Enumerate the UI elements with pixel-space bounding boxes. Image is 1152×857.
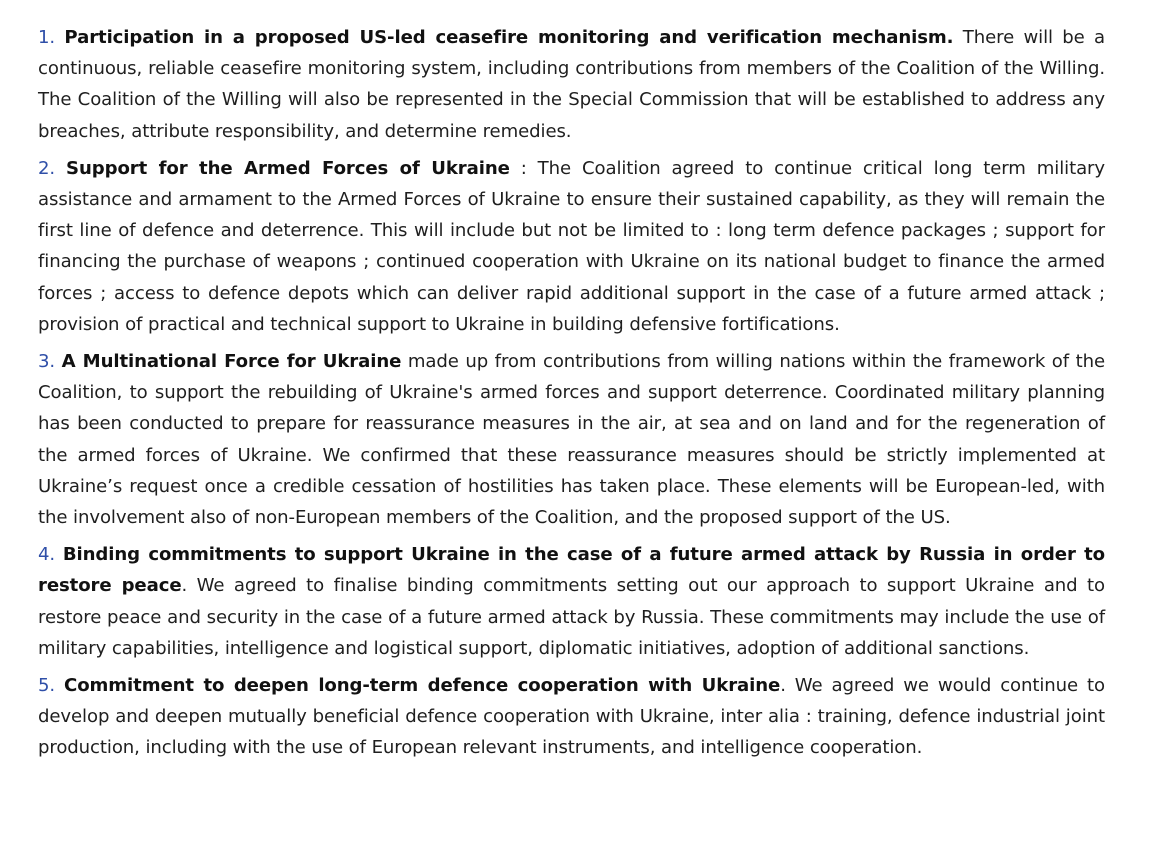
list-item-3	[38, 346, 1105, 533]
item-body: . We agreed we would continue to develop and deepen mutually beneficial defence cooperation with Ukraine, inter alia : training, defence industrial joint production, including with the use of European relevant instruments, and intelligence cooperation.	[38, 675, 1105, 759]
item-body: . We agreed to finalise binding commitments setting out our approach to support Ukraine and to restore peace and security in the case of a future armed attack by Russia. These commitments may include the use of military capabilities, intelligence and logistical support, diplomatic initiatives, adoption of additional sanctions.	[38, 575, 1106, 659]
item-title: Binding commitments to support Ukraine in the case of a future armed attack by Russia in order to restore peace	[38, 544, 1105, 597]
list-item-1	[38, 22, 1105, 147]
item-body: There will be a continuous, reliable ceasefire monitoring system, including contributions from members of the Coalition of the Willing. The Coalition of the Willing will also be represented in the Special Commission that will be established to address any breaches, attribute responsibility, and determine remedies.	[38, 27, 1105, 142]
list-item-5	[38, 670, 1105, 764]
item-number: 2.	[38, 157, 56, 179]
document-body	[38, 22, 1105, 770]
list-item-2	[38, 153, 1105, 340]
item-title: Commitment to deepen long-term defence cooperation with Ukraine	[64, 675, 781, 697]
item-title: Participation in a proposed US-led ceasefire monitoring and verification mechanism.	[64, 27, 954, 48]
item-body: : The Coalition agreed to continue critical long term military assistance and armament to the Armed Forces of Ukraine to ensure their sustained capability, as they will remain the first line of defence and deterrence. This will include but not be limited to : long term defence packages ; support for financing the purchase of weapons ; continued cooperation with Ukraine on its national budget to finance the armed forces ; access to defence depots which can deliver rapid additional support in the case of a future armed attack ; provision of practical and technical support to Ukraine in building defensive fortifications.	[38, 157, 1106, 335]
item-number: 3.	[38, 351, 56, 373]
item-title: A Multinational Force for Ukraine	[61, 351, 402, 373]
item-number: 4.	[38, 544, 56, 566]
item-number: 5.	[38, 675, 56, 697]
list-item-4	[38, 539, 1105, 664]
item-body: made up from contributions from willing nations within the framework of the Coalition, to support the rebuilding of Ukraine's armed forces and support deterrence. Coordinated military planning has been conducted to prepare for reassurance measures in the air, at sea and on land and for the regeneration of the armed forces of Ukraine. We confirmed that these reassurance measures should be strictly implemented at Ukraine’s request once a credible cessation of hostilities has taken place. These elements will be European-led, with the involvement also of non-European members of the Coalition, and the proposed support of the US.	[38, 351, 1105, 529]
item-number: 1.	[38, 27, 56, 48]
item-title: Support for the Armed Forces of Ukraine	[66, 157, 510, 179]
